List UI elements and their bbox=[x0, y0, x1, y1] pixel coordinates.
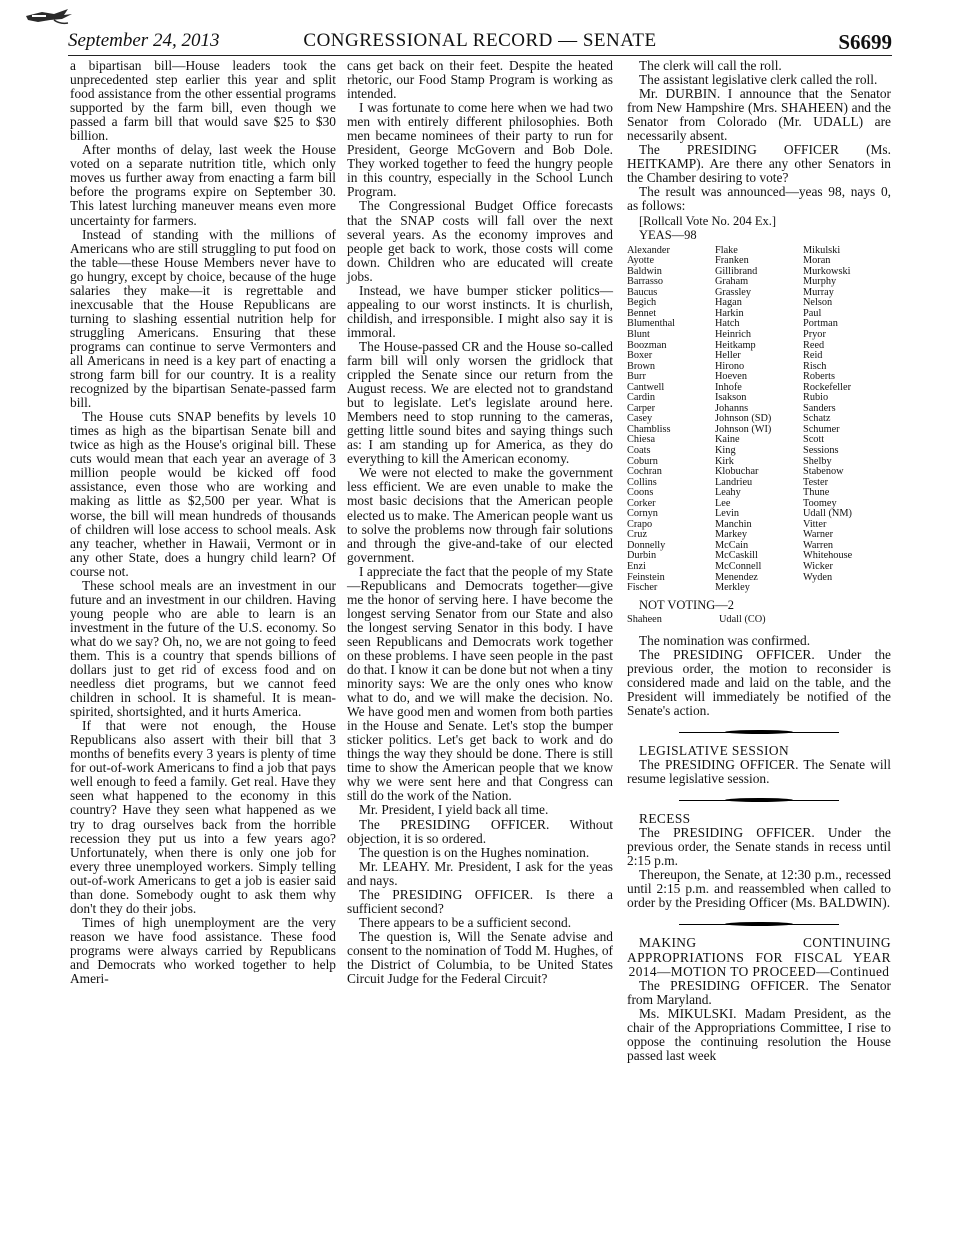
senator-name: Whitehouse bbox=[803, 550, 853, 562]
paragraph: cans get back on their feet. Despite the heated rhetoric, our Food Stamp Program is working as intended. bbox=[347, 58, 613, 102]
senator-name: Rockefeller bbox=[803, 381, 852, 393]
paragraph: The result was announced—yeas 98, nays 0, as follows: bbox=[627, 184, 891, 214]
senator-name: Hirono bbox=[715, 360, 745, 372]
senator-name: Isakson bbox=[715, 392, 747, 404]
paragraph: Ms. MIKULSKI. Madam President, as the chair of the Appropriations Committee, I rise to oppose the continuing resolution the House passed last week bbox=[627, 1005, 891, 1063]
senator-name: Heinrich bbox=[715, 328, 752, 340]
paragraph: Mr. President, I yield back all time. bbox=[359, 802, 549, 818]
senator-name: Tester bbox=[803, 476, 829, 488]
senator-name: Reid bbox=[803, 350, 823, 362]
senator-name: Levin bbox=[715, 508, 740, 520]
paragraph: a bipartisan bill—House leaders took the unprecedented step earlier this year and split food assistance from the other essential programs supported by the farm bill, even though we passed a farm bill that would save $25 to $30 billion. bbox=[70, 58, 336, 144]
paragraph: Times of high unemployment are the very reason we have food assistance. These food programs were always carried by Republicans and Democrats who worked together to help Ameri- bbox=[70, 914, 336, 987]
rollcall-label: [Rollcall Vote No. 204 Ex.] bbox=[639, 213, 777, 228]
paragraph: Mr. LEAHY. Mr. President, I ask for the yeas and nays. bbox=[347, 858, 613, 888]
senator-name: Coburn bbox=[627, 455, 658, 467]
senator-name: Begich bbox=[627, 297, 657, 309]
senator-name: Stabenow bbox=[803, 466, 844, 478]
senator-name: Graham bbox=[715, 276, 749, 288]
senator-name: Risch bbox=[803, 360, 827, 372]
senator-name: King bbox=[715, 445, 736, 456]
senator-name: Donnelly bbox=[627, 539, 666, 551]
senator-name: Shelby bbox=[803, 455, 832, 467]
paragraph: Instead of standing with the millions of Americans who are still struggling to put food on the table—these House Members never have to go hungry, except by choice, because of the huge salaries they make—it is regrettable and inexcusable that the House Republicans are turning to slashing essential nutrition help for struggling Americans. Ensuring that these programs can continue to serve Vermonters and all Americans in need is a key part of enacting a strong farm bill for our country. It is a reality recognized by the bipartisan Senate-passed farm bill. bbox=[70, 226, 336, 411]
senator-name: Vitter bbox=[803, 518, 827, 530]
senator-name: Nelson bbox=[803, 297, 833, 309]
senator-name: Murray bbox=[803, 286, 834, 298]
senator-name: Collins bbox=[627, 476, 657, 488]
paragraph: The question is on the Hughes nomination. bbox=[359, 844, 590, 860]
senator-name: Hatch bbox=[715, 318, 740, 330]
senator-name: Crapo bbox=[627, 518, 653, 530]
senator-name: Heitkamp bbox=[715, 339, 756, 351]
senator-name: McCain bbox=[715, 539, 749, 551]
senator-name: Shaheen bbox=[627, 613, 662, 625]
senator-name: Portman bbox=[803, 318, 838, 330]
senator-name: Feinstein bbox=[627, 571, 665, 583]
senator-name: Murphy bbox=[803, 276, 837, 288]
paragraph: Thereupon, the Senate, at 12:30 p.m., recessed until 2:15 p.m. and reassembled when called to order by the Presiding Officer (Ms. BALDWIN). bbox=[627, 867, 891, 911]
senator-name: Fischer bbox=[627, 582, 658, 594]
header-page-number: S6699 bbox=[838, 30, 892, 54]
paragraph: The PRESIDING OFFICER. The Senate will resume legislative session. bbox=[627, 757, 891, 787]
paragraph: The PRESIDING OFFICER. Under the previous order, the Senate stands in recess until 2:15 p.m. bbox=[627, 825, 891, 869]
column-3-intro bbox=[627, 59, 891, 214]
header-rule bbox=[68, 55, 892, 56]
paragraph: Instead, we have bumper sticker politics—appealing to our worst instincts. It is churlish, childish, and irresponsible. I might also say it is immoral. bbox=[347, 282, 613, 340]
section-heading: MAKING CONTINUING APPROPRIATIONS FOR FISCAL YEAR 2014—MOTION TO PROCEED—Continued bbox=[627, 935, 891, 979]
senator-name: Scott bbox=[803, 434, 825, 446]
senator-name: Cochran bbox=[627, 466, 662, 478]
senator-name: Murkowski bbox=[803, 265, 851, 277]
senator-name: Manchin bbox=[715, 518, 752, 530]
header-date: September 24, 2013 bbox=[68, 30, 220, 51]
senator-name: Heller bbox=[715, 350, 741, 362]
section-heading: RECESS bbox=[639, 811, 691, 827]
paragraph: I was fortunate to come here when we had two men with entirely different philosophies. Both men became nominees of their party to run for President, George McGovern and Bob Dole. They worked together to feed the hungry people in this country, especially in the School Lunch Program. bbox=[347, 100, 613, 200]
paragraph: The PRESIDING OFFICER. Without objection, it is so ordered. bbox=[347, 816, 613, 846]
paragraph: The House cuts SNAP benefits by levels 10 times as high as the bipartisan Senate bill and twice as high as the House's original bill. These cuts would mean that each year an average of 3 million people would be kicked off food assistance, even those who are working and making as little as $2,500 per year. What is worse, the bill will mean hundreds of thousands of children will lose access to school meals. Ask any teacher, whether in Hawaii, Vermont or in any other State, does a hungry child learn? Of course not. bbox=[70, 409, 336, 579]
senator-name: Pryor bbox=[803, 328, 826, 340]
column-3-sections bbox=[627, 724, 891, 1063]
not-voting-list bbox=[627, 614, 891, 626]
senator-name: McConnell bbox=[715, 561, 762, 573]
senator-name: Chambliss bbox=[627, 423, 671, 435]
senator-name: Schatz bbox=[803, 413, 831, 425]
senator-name: Warner bbox=[803, 529, 834, 541]
senator-name: Sanders bbox=[803, 402, 836, 414]
yeas-list bbox=[627, 246, 891, 594]
paragraph: There appears to be a sufficient second. bbox=[359, 914, 572, 930]
senator-name: Kirk bbox=[715, 455, 734, 467]
senator-name: Udall (CO) bbox=[719, 613, 766, 625]
column-2 bbox=[347, 59, 613, 986]
paragraph: The PRESIDING OFFICER (Ms. HEITKAMP). Are there any other Senators in the Chamber desiring to vote? bbox=[627, 142, 891, 186]
senator-name: Coons bbox=[627, 487, 654, 499]
gpo-eagle-logo-icon bbox=[24, 6, 74, 28]
yeas-column bbox=[803, 246, 891, 594]
senator-name: Lee bbox=[715, 497, 731, 509]
senator-name: Boxer bbox=[627, 350, 653, 362]
paragraph: Mr. DURBIN. I announce that the Senator from New Hampshire (Mrs. SHAHEEN) and the Senator from Colorado (Mr. UDALL) are necessarily absent. bbox=[627, 86, 891, 144]
senator-name: Rubio bbox=[803, 392, 829, 404]
senator-name: Harkin bbox=[715, 307, 744, 319]
senator-name: Gillibrand bbox=[715, 265, 758, 277]
section-divider bbox=[627, 792, 891, 808]
senator-name: Hagan bbox=[715, 297, 742, 309]
senator-name: McCaskill bbox=[715, 550, 758, 562]
senator-name: Paul bbox=[803, 307, 822, 319]
section-divider bbox=[627, 916, 891, 932]
senator-name: Ayotte bbox=[627, 255, 655, 267]
senator-name: Brown bbox=[627, 360, 656, 372]
senator-name: Blumenthal bbox=[627, 318, 676, 330]
header-title: CONGRESSIONAL RECORD — SENATE bbox=[303, 30, 657, 51]
senator-name: Udall (NM) bbox=[803, 508, 852, 520]
senator-name: Johanns bbox=[715, 402, 749, 414]
senator-name: Moran bbox=[803, 255, 831, 267]
senator-name: Toomey bbox=[803, 497, 837, 509]
senator-name: Wicker bbox=[803, 561, 833, 573]
senator-name: Reed bbox=[803, 339, 825, 351]
senator-name: Chiesa bbox=[627, 434, 656, 446]
section-heading: LEGISLATIVE SESSION bbox=[639, 742, 790, 758]
paragraph: These school meals are an investment in our future and an investment in our children. Having young people who are able to learn is an investment in the future of the U.S. economy. So what do we say? Oh, no, we are not going to feed them. This is a country that spends billions of dollars just to get rid of excess food and on needless diet programs, but we cannot feed children in school. It is shameful. It is mean-spirited, shortsighted, and it hurts America. bbox=[70, 577, 336, 720]
paragraph: The question is, Will the Senate advise and consent to the nomination of Todd M. Hughes, of the District of Columbia, to be United States Circuit Judge for the Federal Circuit? bbox=[347, 928, 613, 987]
senator-name: Barrasso bbox=[627, 276, 664, 288]
paragraph: If that were not enough, the House Republicans also assert with their bill that 3 months of benefits every 3 years is plenty of time for out-of-work Americans to find a job that pays well enough to feed a family. Get real. Have they seen what happened to the economy in this country? Have they seen what happened as we try to drag ourselves back from the horrible recession they put us into a few years ago? Unfortunately, when there is only one job for every three unemployed workers. Simply telling out-of-work Americans to get a job is easier said than done. Somebody ought to ask them why don't they do their jobs. bbox=[70, 718, 336, 916]
senator-name: Grassley bbox=[715, 286, 752, 298]
senator-name: Menendez bbox=[715, 571, 758, 583]
senator-name: Markey bbox=[715, 529, 748, 541]
paragraph: The clerk will call the roll. bbox=[639, 58, 782, 73]
senator-name: Enzi bbox=[627, 561, 646, 573]
senator-name: Sessions bbox=[803, 445, 839, 456]
senator-name: Kaine bbox=[715, 434, 740, 446]
senator-name: Leahy bbox=[715, 487, 741, 499]
column-3-after-vote bbox=[627, 634, 891, 718]
yeas-column bbox=[715, 246, 803, 594]
senator-name: Blunt bbox=[627, 328, 650, 340]
senator-name: Baldwin bbox=[627, 265, 662, 277]
senator-name: Carper bbox=[627, 402, 656, 414]
paragraph: The nomination was confirmed. bbox=[639, 632, 811, 648]
paragraph: After months of delay, last week the House voted on a separate nutrition title, which only moves us further away from enacting a farm bill before the programs expire on September 30. This latest lurching maneuver means even more uncertainty for farmers. bbox=[70, 142, 336, 228]
paragraph: The PRESIDING OFFICER. The Senator from Maryland. bbox=[627, 977, 891, 1007]
senator-name: Schumer bbox=[803, 423, 840, 435]
senator-name: Baucus bbox=[627, 286, 658, 298]
senator-name: Hoeven bbox=[715, 371, 748, 383]
senator-name: Cornyn bbox=[627, 508, 658, 520]
senator-name: Cardin bbox=[627, 392, 656, 404]
paragraph: The Congressional Budget Office forecasts that the SNAP costs will fall over the next several years. As the economy improves and people get back to work, those costs will come down. Children who are educated will create jobs. bbox=[347, 198, 613, 284]
senator-name: Durbin bbox=[627, 550, 657, 562]
paragraph: The PRESIDING OFFICER. Is there a sufficient second? bbox=[347, 886, 613, 916]
senator-name: Cantwell bbox=[627, 381, 665, 393]
not-voting-label: NOT VOTING—2 bbox=[639, 597, 735, 612]
senator-name: Merkley bbox=[715, 582, 750, 594]
paragraph: The assistant legislative clerk called the roll. bbox=[639, 72, 878, 88]
senator-name: Cruz bbox=[627, 529, 648, 541]
senator-name: Coats bbox=[627, 445, 651, 456]
senator-name: Wyden bbox=[803, 571, 833, 583]
paragraph: The PRESIDING OFFICER. Under the previous order, the motion to reconsider is considered made and laid on the table, and the President will immediately be notified of the Senate's action. bbox=[627, 646, 891, 718]
section-divider bbox=[627, 724, 891, 740]
senator-name: Johnson (SD) bbox=[715, 413, 772, 425]
senator-name: Klobuchar bbox=[715, 466, 759, 478]
column-3 bbox=[627, 59, 891, 1063]
senator-name: Warren bbox=[803, 539, 834, 551]
senator-name: Flake bbox=[715, 244, 738, 256]
senator-name: Corker bbox=[627, 497, 656, 509]
senator-name: Boozman bbox=[627, 339, 667, 351]
senator-name: Johnson (WI) bbox=[715, 423, 772, 435]
senator-name: Burr bbox=[627, 371, 646, 383]
senator-name: Inhofe bbox=[715, 381, 742, 393]
senator-name: Landrieu bbox=[715, 476, 753, 488]
senator-name: Alexander bbox=[627, 244, 670, 256]
senator-name: Bennet bbox=[627, 307, 657, 319]
paragraph: We were not elected to make the government less efficient. We are even unable to make the most basic decisions that the American people elected us to make. The American people want us to solve the problems now through fair solutions and through the give-and-take of our elected government. bbox=[347, 465, 613, 565]
yeas-column bbox=[627, 246, 715, 594]
paragraph: The House-passed CR and the House so-called farm bill will only worsen the gridlock that crippled the Senate since our return from the August recess. We are elected not to grandstand but to legislate. Let's legislate around here. Members need to stop running to the cameras, getting little sound bites and saying things such as: I am standing up for America, as they do everything to kill the American economy. bbox=[347, 338, 613, 467]
senator-name: Franken bbox=[715, 255, 749, 267]
senator-name: Thune bbox=[803, 487, 830, 499]
senator-name: Mikulski bbox=[803, 244, 841, 256]
senator-name: Casey bbox=[627, 413, 653, 425]
senator-name: Roberts bbox=[803, 371, 836, 383]
paragraph: I appreciate the fact that the people of my State—Republicans and Democrats together—give me the honor of serving here. I have become the longest serving Senator from our State and also the longest serving Senator in this body. I have seen Republicans and Democrats work together on these problems. I have seen people in the past do that. I know it can be done but not when a tiny minority says: We are the only ones who know what to do, and we will make the decision. No. We have good men and women from both parties in the House and Senate. Let's stop the bumper sticker politics. Let's get back to work and do things the way they should be done. There is still time to show the American people that we know why we were sent here and that Congress can still do the work of the Nation. bbox=[347, 563, 613, 804]
yeas-label: YEAS—98 bbox=[639, 227, 697, 242]
column-1 bbox=[70, 59, 336, 986]
